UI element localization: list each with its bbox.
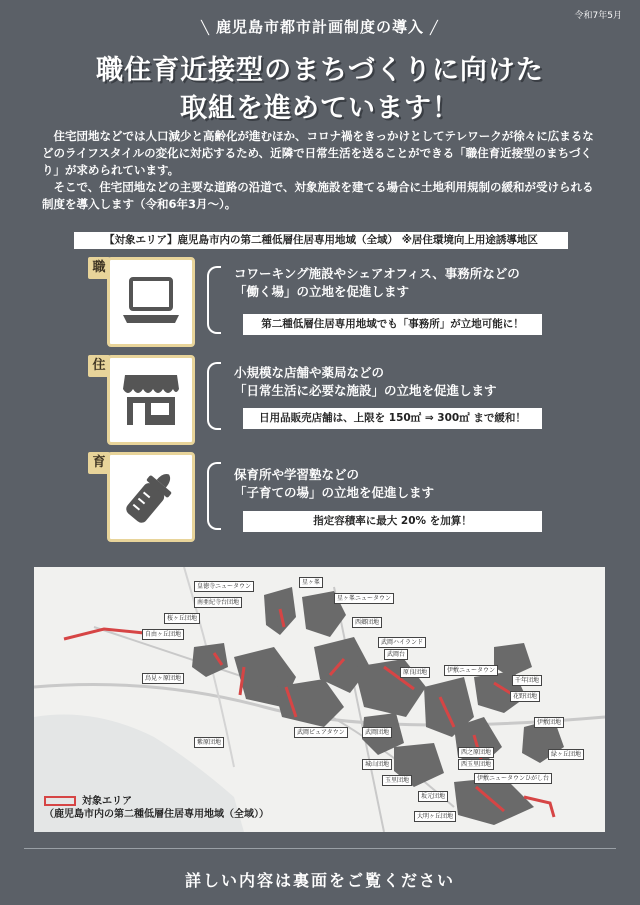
target-area-map bbox=[34, 567, 605, 832]
map-label: 自由ヶ丘団地 bbox=[142, 629, 184, 640]
tag-living: 住 bbox=[88, 355, 110, 377]
map-label: 武岡ピュアタウン bbox=[294, 727, 348, 738]
intro-text bbox=[42, 128, 602, 213]
map-label: 伊敷ニュータウンひがし台 bbox=[474, 773, 552, 784]
map-label: 西玉里団地 bbox=[458, 759, 494, 770]
map-label: 星ヶ峯ニュータウン bbox=[334, 593, 394, 604]
divider bbox=[24, 848, 616, 849]
map-label: 南亜紀寺台団地 bbox=[194, 597, 242, 608]
map-label: 紫原団地 bbox=[194, 737, 224, 748]
map-label: 武岡ハイランド bbox=[378, 637, 426, 648]
map-label: 花野団地 bbox=[510, 691, 540, 702]
map-label: 伊敷団地 bbox=[534, 717, 564, 728]
map-label: 城山団地 bbox=[362, 759, 392, 770]
map-label: 武岡団地 bbox=[362, 727, 392, 738]
map-label: 鳥見ヶ原団地 bbox=[142, 673, 184, 684]
map-label: 大明ヶ丘団地 bbox=[414, 811, 456, 822]
work-icon-box bbox=[107, 257, 195, 347]
map-label: 原良団地 bbox=[400, 667, 430, 678]
work-description-line-1: コワーキング施設やシェアオフィス、事務所などの bbox=[234, 266, 520, 281]
map-label: 桜ヶ丘団地 bbox=[164, 613, 200, 624]
living-description-line-1: 小規模な店舗や薬局などの bbox=[234, 365, 385, 380]
map-legend bbox=[44, 795, 269, 821]
living-note: 日用品販売店舗は、上限を 150㎡ ⇒ 300㎡ まで緩和！ bbox=[243, 408, 542, 429]
target-area-banner: 【対象エリア】鹿児島市内の第二種低層住居専用地域（全域） ※居住環境向上用途誘導地区 bbox=[74, 232, 568, 249]
living-description bbox=[234, 364, 497, 400]
child-description-line-2: 「子育ての場」の立地を促進します bbox=[234, 485, 435, 500]
work-note: 第二種低層住居専用地域でも「事務所」が立地可能に！ bbox=[243, 314, 542, 335]
work-description bbox=[234, 265, 520, 301]
store-icon bbox=[121, 369, 181, 429]
tag-child: 育 bbox=[88, 452, 110, 474]
map-label: 玉里団地 bbox=[382, 775, 412, 786]
work-description-line-2: 「働く場」の立地を促進します bbox=[234, 284, 410, 299]
laptop-icon bbox=[121, 271, 181, 331]
child-icon-box bbox=[107, 452, 195, 542]
subtitle bbox=[0, 16, 640, 37]
legend-swatch bbox=[44, 796, 76, 806]
decoration-left-icon: ╲ bbox=[201, 21, 210, 36]
map-label: 西郷団地 bbox=[352, 617, 382, 628]
intro-paragraph-1: 住宅団地などでは人口減少と高齢化が進むほか、コロナ禍をきっかけとしてテレワークが徐々に広まるなどのライフスタイルの変化に対応するため、近隣で日常生活を送ることができる「職住育近接型のまちづくり」が求められています。 bbox=[42, 129, 594, 177]
legend-subtitle: （鹿児島市内の第二種低層住居専用地域（全域）） bbox=[44, 809, 269, 820]
brace-living bbox=[207, 362, 221, 430]
decoration-right-icon: ╱ bbox=[430, 21, 439, 36]
brace-work bbox=[207, 266, 221, 334]
baby-bottle-icon bbox=[121, 466, 181, 526]
map-label: 緑ヶ丘団地 bbox=[548, 749, 584, 760]
map-label: 坂元団地 bbox=[418, 791, 448, 802]
headline-line-1: 職住育近接型のまちづくりに向けた bbox=[96, 55, 544, 86]
map-label: 千年団地 bbox=[512, 675, 542, 686]
map-label: 皇徳寺ニュータウン bbox=[194, 581, 254, 592]
map-label: 西之原団地 bbox=[458, 747, 494, 758]
map-label: 伊敷ニュータウン bbox=[444, 665, 498, 676]
footer-text: 詳しい内容は裏面をご覧ください bbox=[184, 871, 455, 890]
child-description bbox=[234, 466, 434, 502]
issue-date: 令和7年5月 bbox=[574, 11, 622, 21]
living-icon-box bbox=[107, 355, 195, 445]
child-description-line-1: 保育所や学習塾などの bbox=[234, 467, 360, 482]
tag-work: 職 bbox=[88, 257, 110, 279]
living-description-line-2: 「日常生活に必要な施設」の立地を促進します bbox=[234, 383, 497, 398]
headline-line-2: 取組を進めています！ bbox=[180, 93, 460, 124]
map-label: 星ヶ峯 bbox=[299, 577, 323, 588]
child-note: 指定容積率に最大 20% を加算！ bbox=[243, 511, 542, 532]
intro-paragraph-2: そこで、住宅団地などの主要な道路の沿道で、対象施設を建てる場合に土地利用規制の緩和が受けられる制度を導入します（令和6年3月～）。 bbox=[42, 180, 594, 211]
map-label: 武岡台 bbox=[384, 649, 408, 660]
brace-child bbox=[207, 462, 221, 530]
legend-title: 対象エリア bbox=[82, 796, 132, 807]
subtitle-text: 鹿児島市都市計画制度の導入 bbox=[215, 18, 424, 36]
